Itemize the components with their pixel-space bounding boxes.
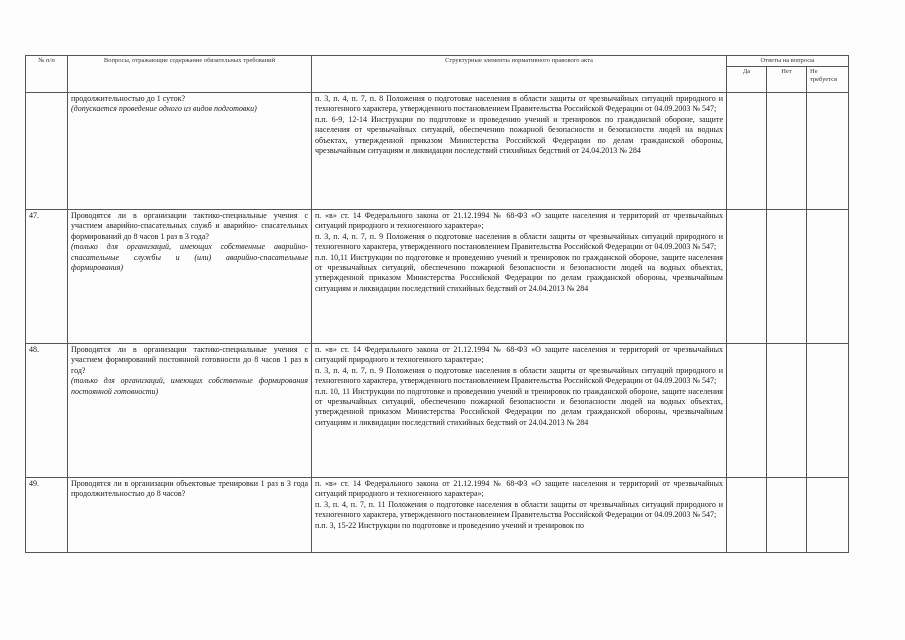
act-reference: п.п. 10, 11 Инструкции по подготовке и проведению учений и тренировок по гражданской обороне, защите населения от чрезвычайных ситуаций, обеспечению пожарной безопасности и безопасности людей на водных объектах, утвержденной приказом Министерства Российской Федерации по делам гражданской обороны, чрезвычайным ситуациям и ликвидации последствий стихийных бедствий от 24.04.2013 № 284 bbox=[315, 386, 723, 427]
row-number: 49. bbox=[26, 478, 68, 553]
header-no: Нет bbox=[767, 67, 807, 93]
table-row bbox=[26, 478, 849, 553]
table-header-row bbox=[26, 56, 849, 67]
question-note: (только для организаций, имеющих собственные формирования постоянной готовности) bbox=[71, 376, 308, 396]
acts-cell bbox=[312, 93, 727, 210]
act-reference: п. «в» ст. 14 Федерального закона от 21.12.1994 № 68-ФЗ «О защите населения и территорий от чрезвычайных ситуаций природного и техногенного характера»; bbox=[315, 211, 723, 231]
answer-yes-cell[interactable] bbox=[727, 93, 767, 210]
question-text: Проводятся ли в организации тактико-специальные учения с участием формирований постоянной готовности до 8 часов 1 раз в год? bbox=[71, 345, 308, 375]
act-reference: п. 3, п. 4, п. 7, п. 9 Положения о подготовке населения в области защиты от чрезвычайных ситуаций природного и техногенного характера, утвержденного постановлением Правительства Российской Федерации от 04.09.2003 № 547; bbox=[315, 231, 723, 252]
header-yes: Да bbox=[727, 67, 767, 93]
act-reference: п. «в» ст. 14 Федерального закона от 21.12.1994 № 68-ФЗ «О защите населения и территорий от чрезвычайных ситуаций природного и техногенного характера»; bbox=[315, 345, 723, 365]
header-na: Не требуется bbox=[807, 67, 849, 93]
answer-na-cell[interactable] bbox=[807, 344, 849, 478]
header-answers: Ответы на вопросы bbox=[727, 56, 849, 67]
act-reference: п.п. 6-9, 12-14 Инструкции по подготовке и проведению учений и тренировок по гражданской обороне, защите населения от чрезвычайных ситуаций, обеспечению пожарной безопасности и безопасности людей на водных объектах, утвержденной приказом Министерства Российской Федерации по делам гражданской обороны, чрезвычайным ситуациям и ликвидации последствий стихийных бедствий от 24.04.2013 № 284 bbox=[315, 114, 723, 156]
act-reference: п. 3, п. 4, п. 7, п. 11 Положения о подготовке населения в области защиты от чрезвычайных ситуаций природного и техногенного характера, утвержденного постановлением Правительства Российской Федерации от 04.09.2003 № 547; bbox=[315, 499, 723, 520]
header-questions: Вопросы, отражающие содержание обязательных требований bbox=[68, 56, 312, 93]
answer-yes-cell[interactable] bbox=[727, 344, 767, 478]
table-row bbox=[26, 344, 849, 478]
acts-cell bbox=[312, 478, 727, 553]
row-number: 47. bbox=[26, 210, 68, 344]
question-text: Проводятся ли в организации тактико-специальные учения с участием аварийно-спасательных служб и аварийно- спасательных формирований до 8 часов 1 раз в 3 года? bbox=[71, 211, 308, 241]
act-reference: п. 3, п. 4, п. 7, п. 9 Положения о подготовке населения в области защиты от чрезвычайных ситуаций природного и техногенного характера, утвержденного постановлением Правительства Российской Федерации от 04.09.2003 № 547; bbox=[315, 365, 723, 386]
acts-cell bbox=[312, 210, 727, 344]
question-cell bbox=[68, 210, 312, 344]
acts-cell bbox=[312, 344, 727, 478]
question-cell bbox=[68, 478, 312, 553]
act-reference: п.п. 3, 15-22 Инструкции по подготовке и проведению учений и тренировок по bbox=[315, 520, 585, 530]
header-acts: Структурные элементы нормативного правового акта bbox=[312, 56, 727, 93]
requirements-table bbox=[25, 55, 849, 553]
table-row bbox=[26, 93, 849, 210]
answer-no-cell[interactable] bbox=[767, 210, 807, 344]
question-text: продолжительностью до 1 суток? bbox=[71, 94, 185, 103]
act-reference: п. 3, п. 4, п. 7, п. 8 Положения о подготовке населения в области защиты от чрезвычайных ситуаций природного и техногенного характера, утвержденного постановлением Правительства Российской Федерации от 04.09.2003 № 547; bbox=[315, 94, 723, 114]
act-reference: п.п. 10,11 Инструкции по подготовке и проведению учений и тренировок по гражданской обороне, защите населения от чрезвычайных ситуаций, обеспечению пожарной безопасности и безопасности людей на водных объектах, утвержденной приказом Министерства Российской Федерации по делам гражданской обороны, чрезвычайным ситуациям и ликвидации последствий стихийных бедствий от 24.04.2013 № 284 bbox=[315, 252, 723, 293]
table-row bbox=[26, 210, 849, 344]
question-note: (только для организаций, имеющих собственные аварийно-спасательные службы и (или) аварийно-спасательные формирования) bbox=[71, 242, 308, 273]
header-num: № п/п bbox=[26, 56, 68, 93]
row-number bbox=[26, 93, 68, 210]
question-cell bbox=[68, 344, 312, 478]
question-cell bbox=[68, 93, 312, 210]
act-reference: п. «в» ст. 14 Федерального закона от 21.12.1994 № 68-ФЗ «О защите населения и территорий от чрезвычайных ситуаций природного и техногенного характера»; bbox=[315, 479, 723, 499]
answer-na-cell[interactable] bbox=[807, 93, 849, 210]
answer-no-cell[interactable] bbox=[767, 478, 807, 553]
row-number: 48. bbox=[26, 344, 68, 478]
answer-na-cell[interactable] bbox=[807, 210, 849, 344]
answer-yes-cell[interactable] bbox=[727, 478, 767, 553]
answer-no-cell[interactable] bbox=[767, 93, 807, 210]
answer-yes-cell[interactable] bbox=[727, 210, 767, 344]
answer-na-cell[interactable] bbox=[807, 478, 849, 553]
question-text: Проводятся ли в организации объектовые тренировки 1 раз в 3 года продолжительностью до 8 часов? bbox=[71, 479, 308, 499]
answer-no-cell[interactable] bbox=[767, 344, 807, 478]
question-note: (допускается проведение одного из видов подготовки) bbox=[71, 104, 257, 114]
